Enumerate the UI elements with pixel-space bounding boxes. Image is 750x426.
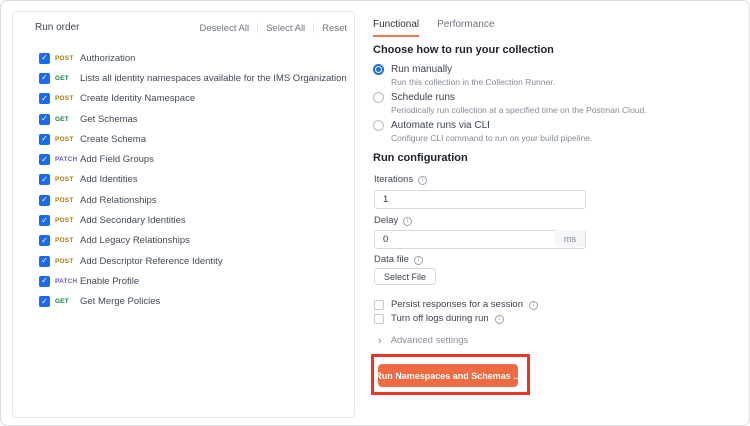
checkbox-checked-icon[interactable]: [39, 235, 50, 246]
iterations-label-row: [374, 174, 427, 186]
run-configuration-heading: Run configuration: [373, 152, 468, 164]
checkbox-checked-icon[interactable]: [39, 296, 50, 307]
deselect-all-link[interactable]: Deselect All: [199, 22, 250, 34]
checkbox-checked-icon[interactable]: [39, 256, 50, 267]
advanced-settings-toggle[interactable]: [378, 335, 468, 346]
request-name: Enable Profile: [80, 275, 140, 287]
method-badge: GET: [55, 298, 69, 306]
method-badge: POST: [55, 196, 74, 204]
info-icon[interactable]: [414, 256, 423, 265]
checkbox-unchecked-icon[interactable]: [374, 314, 384, 324]
iterations-input-wrap: [374, 189, 586, 208]
checkbox-checked-icon[interactable]: [39, 174, 50, 185]
checkbox-unchecked-icon[interactable]: [374, 300, 384, 310]
run-order-title: Run order: [35, 22, 80, 33]
radio-option-label: Run manually: [391, 64, 453, 75]
checkbox-checked-icon[interactable]: [39, 53, 50, 64]
checkbox-checked-icon[interactable]: [39, 195, 50, 206]
radio-option-description: Run this collection in the Collection Runner.: [391, 77, 555, 87]
list-item[interactable]: [13, 48, 354, 68]
checkbox-checked-icon[interactable]: [39, 134, 50, 145]
checkbox-checked-icon[interactable]: [39, 215, 50, 226]
method-badge: PATCH: [55, 156, 78, 164]
turn-off-logs-label: Turn off logs during run: [391, 313, 489, 324]
list-item[interactable]: [13, 231, 354, 251]
checkbox-checked-icon[interactable]: [39, 93, 50, 104]
request-name: Add Relationships: [80, 194, 157, 206]
radio-button-icon[interactable]: [373, 92, 384, 103]
request-name: Add Legacy Relationships: [80, 235, 190, 247]
radio-option[interactable]: [373, 91, 647, 116]
radio-option-label: Automate runs via CLI: [391, 120, 490, 131]
run-collection-button[interactable]: Run Namespaces and Schemas ...: [378, 364, 518, 387]
data-file-label-row: [374, 254, 423, 266]
select-all-link[interactable]: Select All: [266, 22, 306, 34]
info-icon[interactable]: [418, 176, 427, 185]
list-item[interactable]: [13, 210, 354, 230]
turn-off-logs-row[interactable]: [374, 313, 504, 325]
request-name: Create Identity Namespace: [80, 93, 196, 105]
list-item[interactable]: [13, 251, 354, 271]
run-order-panel: [12, 11, 355, 418]
request-name: Get Schemas: [80, 113, 138, 125]
method-badge: POST: [55, 95, 74, 103]
tab-bar: [373, 19, 494, 37]
radio-button-icon[interactable]: [373, 64, 384, 75]
iterations-label: Iterations: [374, 174, 414, 185]
request-name: Create Schema: [80, 133, 147, 145]
list-item[interactable]: [13, 68, 354, 88]
request-name: Get Merge Policies: [80, 296, 161, 308]
separator: [313, 23, 314, 33]
list-item[interactable]: [13, 271, 354, 291]
tab-functional[interactable]: Functional: [373, 19, 419, 37]
run-order-actions: [199, 21, 347, 35]
runner-config-panel: [373, 0, 738, 426]
delay-unit: ms: [555, 230, 585, 247]
request-name: Add Descriptor Reference Identity: [80, 255, 223, 267]
radio-option-description: Periodically run collection at a specified time on the Postman Cloud.: [391, 105, 647, 115]
method-badge: POST: [55, 54, 74, 62]
request-name: Authorization: [80, 52, 136, 64]
persist-responses-row[interactable]: [374, 299, 538, 311]
radio-option-description: Configure CLI command to run on your build pipeline.: [391, 133, 593, 143]
checkbox-checked-icon[interactable]: [39, 114, 50, 125]
list-item[interactable]: [13, 129, 354, 149]
request-name: Add Field Groups: [80, 154, 154, 166]
list-item[interactable]: [13, 89, 354, 109]
list-item[interactable]: [13, 190, 354, 210]
list-item[interactable]: [13, 170, 354, 190]
method-badge: POST: [55, 257, 74, 265]
info-icon[interactable]: [403, 217, 412, 226]
method-badge: POST: [55, 237, 74, 245]
run-mode-options: [373, 63, 647, 147]
radio-option-label: Schedule runs: [391, 92, 455, 103]
radio-option[interactable]: [373, 119, 647, 144]
info-icon[interactable]: [495, 315, 504, 324]
persist-responses-label: Persist responses for a session: [391, 299, 524, 310]
delay-label: Delay: [374, 215, 399, 226]
method-badge: GET: [55, 74, 69, 82]
run-mode-heading: Choose how to run your collection: [373, 44, 554, 56]
info-icon[interactable]: [529, 301, 538, 310]
method-badge: PATCH: [55, 277, 78, 285]
separator: [257, 23, 258, 33]
method-badge: POST: [55, 176, 74, 184]
advanced-settings-label: Advanced settings: [390, 335, 469, 346]
list-item[interactable]: [13, 149, 354, 169]
checkbox-checked-icon[interactable]: [39, 73, 50, 84]
run-order-list: [13, 48, 354, 312]
request-name: Add Identities: [80, 174, 138, 186]
delay-label-row: [374, 215, 412, 227]
method-badge: POST: [55, 217, 74, 225]
request-name: Lists all identity namespaces available for the IMS Organization: [80, 72, 347, 84]
method-badge: GET: [55, 115, 69, 123]
list-item[interactable]: [13, 292, 354, 312]
checkbox-checked-icon[interactable]: [39, 276, 50, 287]
radio-option[interactable]: [373, 63, 647, 88]
chevron-right-icon: ›: [378, 334, 382, 347]
radio-button-icon[interactable]: [373, 120, 384, 131]
select-file-button[interactable]: Select File: [374, 268, 436, 285]
delay-input-wrap: [374, 229, 586, 248]
reset-link[interactable]: Reset: [322, 22, 347, 34]
iterations-input[interactable]: [374, 190, 586, 209]
list-item[interactable]: [13, 109, 354, 129]
checkbox-checked-icon[interactable]: [39, 154, 50, 165]
method-badge: POST: [55, 135, 74, 143]
data-file-label: Data file: [374, 254, 409, 265]
tab-performance[interactable]: Performance: [437, 19, 495, 30]
request-name: Add Secondary Identities: [80, 215, 186, 227]
